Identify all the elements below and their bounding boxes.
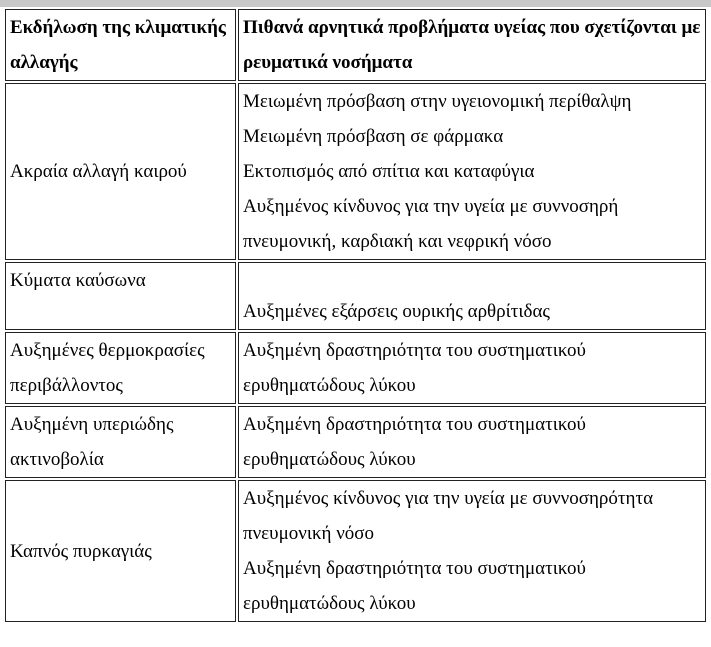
effect-item: Μειωμένη πρόσβαση σε φάρμακα bbox=[243, 126, 504, 147]
effect-item: Αυξημένος κίνδυνος για την υγεία με συννοσηρότητα πνευμονική νόσο bbox=[243, 488, 654, 544]
row-event: Αυξημένες θερμοκρασίες περιβάλλοντος bbox=[5, 332, 236, 404]
row-event: Αυξημένη υπεριώδης ακτινοβολία bbox=[5, 406, 236, 478]
effect-item: Αυξημένη δραστηριότητα του συστηματικού ερυθηματώδους λύκου bbox=[243, 414, 586, 470]
row-effects bbox=[238, 332, 706, 404]
table-header-row bbox=[5, 9, 706, 81]
row-effects bbox=[238, 83, 706, 260]
effect-item: Μειωμένη πρόσβαση στην υγειονομική περίθαλψη bbox=[243, 91, 632, 112]
row-event: Κύματα καύσωνα bbox=[5, 262, 236, 330]
row-event: Ακραία αλλαγή καιρού bbox=[5, 83, 236, 260]
row-effects bbox=[238, 406, 706, 478]
effect-item: Αυξημένος κίνδυνος για την υγεία με συννοσηρή πνευμονική, καρδιακή και νεφρική νόσο bbox=[243, 196, 619, 252]
table-row bbox=[5, 480, 706, 622]
effect-item: Αυξημένες εξάρσεις ουρικής αρθρίτιδας bbox=[243, 301, 550, 322]
effect-item: Εκτοπισμός από σπίτια και καταφύγια bbox=[243, 161, 535, 182]
table-row bbox=[5, 262, 706, 330]
header-event: Εκδήλωση της κλιματικής αλλαγής bbox=[5, 9, 236, 81]
row-event: Καπνός πυρκαγιάς bbox=[5, 480, 236, 622]
effect-item: Αυξημένη δραστηριότητα του συστηματικού ερυθηματώδους λύκου bbox=[243, 340, 586, 396]
table-row bbox=[5, 332, 706, 404]
header-effects: Πιθανά αρνητικά προβλήματα υγείας που σχετίζονται με ρευματικά νοσήματα bbox=[238, 9, 706, 81]
effect-item: Αυξημένη δραστηριότητα του συστηματικού ερυθηματώδους λύκου bbox=[243, 558, 586, 614]
table-row bbox=[5, 83, 706, 260]
row-effects bbox=[238, 480, 706, 622]
table-row bbox=[5, 406, 706, 478]
row-effects bbox=[238, 262, 706, 330]
climate-health-table bbox=[3, 7, 708, 624]
top-edge-bar bbox=[0, 0, 711, 7]
